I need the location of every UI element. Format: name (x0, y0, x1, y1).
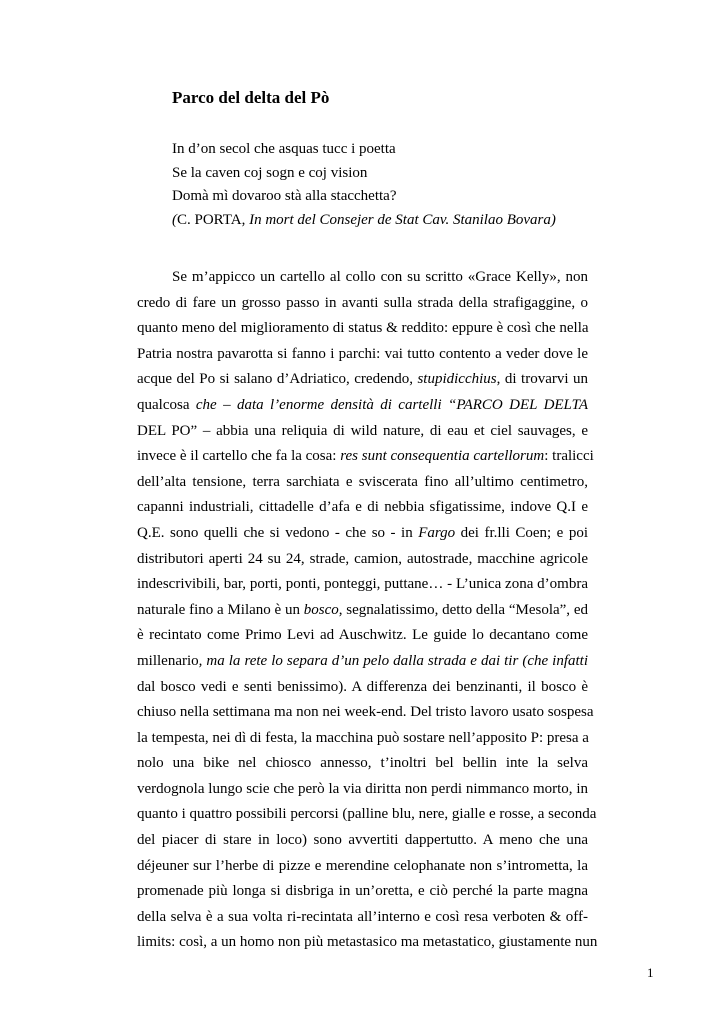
body-text: déjeuner sur l’herbe di pizze e merendine celophanate non s’intrometta, la (137, 857, 588, 874)
body-italic-text: res sunt consequentia cartellorum (340, 448, 545, 465)
body-line (137, 777, 588, 803)
body-text: credo di fare un grosso passo in avanti sulla strada della strafigaggine, o (137, 294, 588, 311)
body-text: Q.E. sono quelli che si vedono - che so - in (137, 524, 419, 541)
body-line (137, 521, 588, 547)
body-italic-text: stupidicchius (417, 371, 497, 388)
body-line (137, 342, 588, 368)
body-text: promenade più longa si disbriga in un’oretta, e ciò perché la parte magna (137, 883, 588, 900)
epigraph-line: In d’on secol che asquas tucc i poetta (172, 141, 396, 157)
body-text: dal bosco vedi e senti benissimo). A differenza dei benzinanti, il bosco è (137, 678, 588, 695)
body-text: verdognola lungo scie che però la via diritta non perdi nimmanco morto, in (137, 780, 588, 797)
body-text: la tempesta, nei dì di festa, la macchina può sostare nell’apposito P: presa a (137, 729, 589, 746)
body-line (137, 393, 588, 419)
body-line (137, 751, 588, 777)
body-line (137, 444, 594, 470)
epigraph-attribution (172, 209, 556, 233)
body-text: : tralicci (544, 448, 594, 465)
body-text: acque del Po si salano d’Adriatico, credendo, (137, 371, 418, 388)
body-line (137, 470, 588, 496)
document-title: Parco del delta del Pò (172, 88, 330, 107)
epigraph-line: Domà mì dovaroo stà alla stacchetta? (172, 188, 397, 204)
body-text: è recintato come Primo Levi ad Auschwitz. Le guide lo decantano come (137, 627, 588, 644)
body-line (137, 572, 588, 598)
body-line (137, 854, 588, 880)
page-number: 1 (647, 965, 654, 980)
body-line (137, 291, 588, 317)
body-text: , segnalatissimo, detto della “Mesola”, ed (338, 601, 588, 618)
attribution-author: C. PORTA (177, 211, 242, 228)
attribution-paren: ( (172, 211, 177, 228)
body-text: quanto i quattro possibili percorsi (palline blu, nere, gialle e rosse, a seconda (137, 806, 597, 823)
body-text: millenario (137, 652, 199, 669)
body-text: del piacer di stare in loco) sono avvertiti dappertutto. A meno che una (137, 832, 588, 849)
body-italic-text: che – data l’enorme densità di cartelli “PARCO DEL DELTA (189, 396, 588, 413)
body-text: nolo una bike nel chiosco annesso, t’inoltri bel bellin inte la selva (137, 755, 588, 772)
body-text: DEL PO” – abbia una reliquia di wild nature, di eau et ciel sauvages, e (137, 422, 588, 439)
body-text: qualcosa (137, 396, 190, 413)
body-text: indescrivibili, bar, porti, ponti, ponteggi, puttane… - L’unica zona d’ombra (137, 576, 588, 593)
attribution-work: In mort del Consejer de Stat Cav. Stanilao Bovara) (249, 211, 556, 228)
body-line (137, 547, 588, 573)
body-line (137, 802, 597, 828)
body-line (137, 367, 588, 393)
body-line (137, 675, 588, 701)
body-line (137, 265, 588, 291)
body-text: Se m’appicco un cartello al collo con su scritto «Grace Kelly», non (172, 269, 588, 285)
epigraph (172, 138, 556, 232)
body-text: invece è il cartello che fa la cosa: (137, 448, 341, 465)
body-text: limits: così, a un homo non più metastasico ma metastatico, giustamente nun (137, 934, 598, 951)
body-line (137, 930, 598, 956)
body-line (137, 726, 588, 752)
body-line (137, 598, 588, 624)
body-line (137, 828, 588, 854)
body-text: quanto meno del miglioramento di status & reddito: eppure è così che nella (137, 320, 589, 337)
body-line (137, 495, 588, 521)
body-line (137, 700, 594, 726)
body-text: dei fr.lli Coen; e poi (455, 524, 588, 541)
body-text: dell’alta tensione, terra sarchiata e sviscerata fino all’ultimo centimetro, (137, 473, 588, 490)
body-line (137, 649, 588, 675)
body-text: chiuso nella settimana ma non nei week-end. Del tristo lavoro usato sospesa (137, 704, 594, 721)
body-line (137, 316, 588, 342)
body-text: naturale fino a Milano è un (137, 601, 304, 618)
body-text: , di trovarvi un (496, 371, 588, 388)
body-line (137, 905, 588, 931)
body-italic-text: bosco (303, 601, 339, 618)
epigraph-line: Se la caven coj sogn e coj vision (172, 164, 368, 181)
body-text: capanni industriali, cittadelle d’afa e di nebbia sfigatissime, indove Q.I e (137, 499, 588, 516)
body-text: Patria nostra pavarotta si fanno i parchi: vai tutto contento a veder dove le (137, 345, 588, 362)
body-text: distributori aperti 24 su 24, strade, camion, autostrade, macchine agricole (137, 550, 588, 567)
body-paragraph (137, 265, 598, 956)
body-text: della selva è a sua volta ri-recintata all’interno e così resa verboten & off- (137, 908, 588, 925)
attribution-separator: , (241, 211, 250, 228)
body-italic-text: , ma la rete lo separa d’un pelo dalla strada e dai tir (che infatti (198, 652, 588, 669)
body-line (137, 879, 588, 905)
body-italic-text: Fargo (418, 524, 456, 541)
body-line (137, 419, 588, 445)
body-line (137, 623, 588, 649)
